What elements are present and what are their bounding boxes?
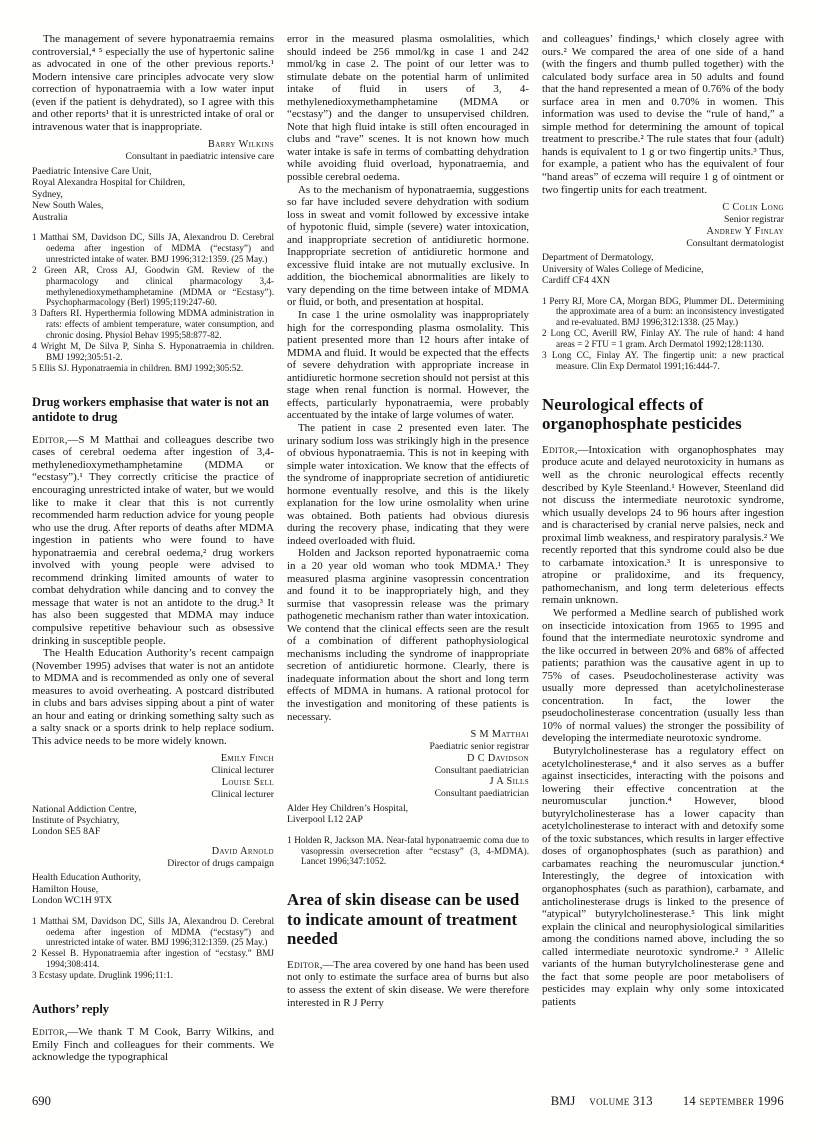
address-block bbox=[32, 166, 274, 223]
address-line: Department of Dermatology, bbox=[542, 252, 654, 264]
signature-name: J A Sills bbox=[489, 776, 529, 788]
address-block bbox=[542, 252, 784, 286]
signature-title: Senior registrar bbox=[724, 214, 784, 226]
address-line: National Addiction Centre, bbox=[32, 803, 137, 815]
signature-block bbox=[542, 202, 784, 249]
reference-item: 2 Long CC, Averill RW, Finlay AY. The rule of hand: 4 hand areas = 2 FTU = 1 gram. Arch Dermatol 1992;128:1130. bbox=[542, 328, 784, 350]
volume-label: volume 313 bbox=[589, 1094, 653, 1108]
reference-list bbox=[542, 296, 784, 372]
reference-item: 1 Perry RJ, More CA, Morgan BDG, Plummer DL. Determining the approximate area of a burn: an inconsistency investigated and re-evaluated. BMJ 1996;312:1338. (25 May.) bbox=[542, 295, 784, 328]
reference-item: 3 Ecstasy update. Druglink 1996;11:1. bbox=[32, 970, 174, 981]
signature-name: Barry Wilkins bbox=[208, 139, 274, 151]
letter-paragraph: In case 1 the urine osmolality was inappropriately high for the corresponding plasma osmolality. This patient presented more than 12 hours after intake of MDMA and fluid. It would be expected that the effects of severe dehydration with appropriate increase in antidiuretic hormone secretion should not persist at this stage when renal function is normal. However, the effects, particularly hyponatraemia, were probably accentuated by the intake of large volumes of water. bbox=[287, 309, 529, 422]
letter-paragraph: We performed a Medline search of published work on insecticide intoxication from 1965 to 1995 and found that the intermediate neurotoxic syndrome and the like occurred in between 20% and 68% of affected patients; parathion was the causative agent in up to 75% of cases. Pseudocholinesterase activity was usually more depressed than acetylcholinesterase concentration. In fact, the lower the pseudocholinesterase concentration (usually less than 10% of normal values) the stronger the possibility of developing the intermediate neurotoxic syndrome. bbox=[542, 606, 784, 745]
address-line: Alder Hey Children’s Hospital, bbox=[287, 802, 409, 814]
address-line: University of Wales College of Medicine, bbox=[542, 263, 704, 275]
paragraph-text: ,—S M Matthai and colleagues describe two cases of cerebral oedema after ingestion of 3,4-methylenedioxymethamphetamine (MDMA or “ecstasy”).¹ They correctly criticise the practice of encouraging unrestricted intake of water, but we would like to make it clear that this is not currently recommended harm reduction advice for young people who use the drug. After reports of deaths after MDMA ingestion in patients who were found to have hyponatraemia and cerebral oedema,² drug workers involved with young people were advised to recommend drinking limited amounts of water to combat dehydration while dancing and to convey the message that water is not an antidote to the drug.³ It has also been suggested that MDMA may induce compulsive repetitive behaviour such as obsessive drinking in susceptible people. bbox=[32, 433, 274, 647]
letter-paragraph: Butyrylcholinesterase has a regulatory effect on acetylcholinesterase,⁴ and it also serves as a buffer against insecticides, interacting with the poisons and lowering their effective concentration at the neuromuscular junction.⁴ However, blood butyrylcholinesterase has a lower capacity than acetylcholinesterase to interact with and detoxify some of the toxic substances, which results in larger effective doses of organophosphates (such as parathion) and carbamates reaching the neuromuscular junction.⁴ Interestingly, the degree of intoxication with organophosphates (such as parathion), carbamate, and anticholinesterase drugs is linked to the presence of “atypical” butyrylcholinesterase.⁵ This link might explain the clinical and neurophysiological similarities among the conditions named above, including the so called intermediate neurotoxic syndrome.² ³ Allelic variants of the human butyrylcholinesterase gene and the fact that some people are poor metabolisers of pesticides may explain why only some intoxicated patients bbox=[542, 744, 784, 1008]
letter-heading: Drug workers emphasise that water is not an antidote to drug bbox=[32, 394, 269, 424]
signature-name: C Colin Long bbox=[722, 202, 784, 214]
letter-paragraph bbox=[32, 434, 274, 647]
column-2 bbox=[287, 33, 529, 1083]
signature-name: Louise Sell bbox=[221, 777, 274, 789]
letter-paragraph: error in the measured plasma osmolalities, which should indeed be 256 mmol/kg in case 1 and 242 mmol/kg in case 2. The point of our letter was to stimulate debate on the potential harm of unlimited intake of fluid in users of 3, 4-methylenedioxymethamphetamine (MDMA or “ecstasy”) and the danger to unsupervised children. Note that high fluid intake is still often encouraged in clubs and “rave” scenes. It is not known how much water intake is safe in terms of combatting dehydration while avoiding fluid overload, hyponatraemia, and possible cerebral oedema. bbox=[287, 33, 529, 184]
address-line: Hamilton House, bbox=[32, 883, 99, 895]
address-line: Australia bbox=[32, 211, 68, 223]
address-line: Paediatric Intensive Care Unit, bbox=[32, 165, 152, 177]
signature-title: Consultant paediatrician bbox=[434, 788, 529, 800]
signature-title: Consultant paediatrician bbox=[434, 764, 529, 776]
column-3 bbox=[542, 33, 784, 1083]
signature-title: Clinical lecturer bbox=[211, 789, 274, 801]
address-line: Sydney, bbox=[32, 188, 63, 200]
letter-paragraph bbox=[542, 444, 784, 607]
editor-lead: Editor bbox=[32, 433, 65, 446]
signature-title: Paediatric senior registrar bbox=[429, 741, 529, 753]
signature-name: S M Matthai bbox=[470, 729, 529, 741]
signature-title: Consultant dermatologist bbox=[686, 237, 784, 249]
signature-title: Clinical lecturer bbox=[211, 765, 274, 777]
editor-lead: Editor bbox=[32, 1026, 65, 1039]
letter-paragraph: The patient in case 2 presented even later. The urinary sodium loss was strikingly high in the presence of obvious hyponatraemia. This is not in keeping with simple water intoxication. We know that the effects of the syndrome of inappropriate secretion of antidiuretic hormone eventually resolve, and this is the likely explanation for the low urine osmolality when urine was obtained. Both patients had obvious diuresis during the recovery phase, indicating that they were indeed overloaded with fluid. bbox=[287, 421, 529, 547]
journal-footer bbox=[551, 1094, 784, 1109]
paragraph-text: ,—The area covered by one hand has been used not only to estimate the surface area of burns but also to assess the extent of skin disease. We were therefore interested in R J Perry bbox=[287, 958, 529, 1009]
signature-block bbox=[287, 729, 529, 800]
address-line: Institute of Psychiatry, bbox=[32, 815, 120, 827]
address-line: Cardiff CF4 4XN bbox=[542, 275, 611, 287]
reference-item: 1 Holden R, Jackson MA. Near-fatal hyponatraemic coma due to vasopressin oversecretion after “ecstasy” (3, 4-MDMA). Lancet 1996;347:1052. bbox=[287, 834, 529, 867]
signature-name: Andrew Y Finlay bbox=[706, 225, 784, 237]
address-line: London WC1H 9TX bbox=[32, 895, 113, 907]
reference-item: 4 Wright M, De Silva P, Sinha S. Hyponatraemia in children. BMJ 1992;305:51-2. bbox=[32, 341, 274, 362]
address-block bbox=[32, 872, 274, 906]
reference-item: 2 Green AR, Cross AJ, Goodwin GM. Review of the pharmacology and clinical pharmacology 3,4-methylenedioxymethamphetamine (MDMA or “Ecstasy”). Psychopharmacology (Berl) 1995;119:247-60. bbox=[32, 264, 274, 308]
signature-title: Director of drugs campaign bbox=[167, 857, 274, 869]
letter-paragraph: and colleagues’ findings,¹ which closely agree with ours.² We compared the area of one side of a hand (with the fingers and thumb pulled together) with the calculated body surface area in 50 adults and found that the hand represented a mean of 0.76% of the body surface area in men and 0.70% in women. This information was used to devise the “rule of hand,” a simple method for determining the amount of topical treatment to prescribe.² The rule states that four (adult) hands is equivalent to 1 g or two fingertip units.³ Thus, for example, a patient who has the equivalent of four “hand areas” of eczema will require 1 g of ointment or two fingertip units for each treatment. bbox=[542, 33, 784, 196]
signature-block bbox=[32, 139, 274, 163]
address-block bbox=[287, 803, 529, 826]
page-footer bbox=[32, 1094, 784, 1109]
editor-lead: Editor bbox=[542, 443, 575, 456]
signature-name: D C Davidson bbox=[466, 752, 529, 764]
signature-name: Emily Finch bbox=[220, 753, 274, 765]
signature-name: David Arnold bbox=[211, 845, 274, 857]
address-line: New South Wales, bbox=[32, 200, 104, 212]
address-line: Royal Alexandra Hospital for Children, bbox=[32, 177, 186, 189]
section-heading: Area of skin disease can be used to indicate amount of treatment needed bbox=[287, 890, 520, 949]
reference-list bbox=[287, 835, 529, 868]
address-line: Health Education Authority, bbox=[32, 872, 141, 884]
letter-paragraph bbox=[287, 959, 529, 1009]
reference-list bbox=[32, 232, 274, 374]
column-1 bbox=[32, 33, 274, 1083]
signature-block bbox=[32, 753, 274, 800]
page-number: 690 bbox=[32, 1094, 51, 1108]
section-heading: Neurological effects of organophosphate pesticides bbox=[542, 394, 742, 434]
reference-item: 3 Long CC, Finlay AY. The fingertip unit: a new practical measure. Clin Exp Dermatol 1991;16:444-7. bbox=[542, 350, 784, 371]
signature-title: Consultant in paediatric intensive care bbox=[125, 151, 274, 163]
journal-name: BMJ bbox=[550, 1094, 576, 1108]
editor-lead: Editor bbox=[287, 958, 320, 971]
letter-paragraph bbox=[32, 1026, 274, 1064]
paragraph-text: ,—Intoxication with organophosphates may produce acute and delayed neurotoxicity in humans as well as the chronic neurological effects recently described by Kyle Steenland.¹ However, Steenland did not discuss the intermediate neurotoxic syndrome, which usually develops 24 to 96 hours after ingestion and is characterised by cranial nerve palsies, neck and proximal limb weakness, and respiratory paralysis.² We recently reported that this syndrome could also be due to carbamate intoxication.³ It is unresponsive to atropine or pralidoxime, and its frequency, pathomechanism, and long term deleterious effects remain unknown. bbox=[542, 443, 784, 607]
letter-paragraph: As to the mechanism of hyponatraemia, suggestions so far have included severe dehydration with sodium loss in sweat and vomit followed by excessive intake of hypotonic fluid, simple (severe) water intoxication, and inappropriate secretion of antidiuretic hormone. Inappropriate secretion of antidiuretic hormone and excessive fluid intake are not mutually exclusive. In addition, the biochemical abnormalities are likely to vary depending on the time between intake of MDMA or fluid, or both, and presentation at hospital. bbox=[287, 183, 529, 309]
reference-item: 1 Matthai SM, Davidson DC, Sills JA, Alexandrou D. Cerebral oedema after ingestion of MDMA (“ecstasy”) and unrestricted intake of water. BMJ 1996;312:1359. (25 May.) bbox=[32, 232, 274, 264]
signature-block bbox=[32, 846, 274, 870]
reference-item: 2 Kessel B. Hyponatraemia after ingestion of “ecstasy.” BMJ 1994;308:414. bbox=[32, 948, 274, 970]
letter-paragraph: Holden and Jackson reported hyponatraemic coma in a 20 year old woman who took MDMA.¹ They measured plasma arginine vasopressin concentration and found it to be inappropriately high, and they surmise that vasopressin release was the primary pathogenetic mechanism rather than water intoxication. We contend that the clinical effects seen are the result of a combination of different pathophysiological mechanisms including the syndrome of inappropriate secretion of antidiuretic hormone. Clearly, there is inadequate information about the short and long term effects of MDMA in humans. A rational protocol for the investigation and monitoring of these patients is necessary. bbox=[287, 547, 529, 723]
reference-item: 5 Ellis SJ. Hyponatraemia in children. BMJ 1992;305:52. bbox=[32, 362, 244, 373]
address-line: Liverpool L12 2AP bbox=[287, 814, 363, 826]
address-line: London SE5 8AF bbox=[32, 826, 101, 838]
reference-list bbox=[32, 916, 274, 981]
letter-paragraph: The management of severe hyponatraemia remains controversial,⁴ ⁵ especially the use of hypertonic saline as advocated in one of the other previous reports.¹ Modern intensive care principles advocate very slow correction of hyponatraemia with a low water input (even if the patient is dehydrated), so I agree with this and other reports¹ that it is unrestricted intake of oral or intravenous water that is inappropriate. bbox=[32, 33, 274, 133]
address-block bbox=[32, 804, 274, 838]
letter-paragraph: The Health Education Authority’s recent campaign (November 1995) advises that water is not an antidote to MDMA and is recommended as only one of several measures to avoid overheating. A postcard distributed in clubs and bars advises sipping about a pint of water an hour and eating or drinking something salty such as a salty snack or a sports drink to help replace sodium. This advice needs to be more widely known. bbox=[32, 647, 274, 747]
letter-heading: Authors’ reply bbox=[32, 1002, 109, 1017]
reference-item: 3 Dafters RI. Hyperthermia following MDMA administration in rats: effects of ambient temperature, water consumption, and chronic dosing. Physiol Behav 1995;58:877-82. bbox=[32, 308, 274, 341]
reference-item: 1 Matthai SM, Davidson DC, Sills JA, Alexandrou D. Cerebral oedema after ingestion of MDMA (“ecstasy”) and unrestricted intake of water. BMJ 1996;312:1359. (25 May.) bbox=[32, 915, 274, 948]
paragraph-text: ,—We thank T M Cook, Barry Wilkins, and Emily Finch and colleagues for their comments. We acknowledge the typographical bbox=[32, 1026, 274, 1064]
issue-date: 14 september 1996 bbox=[682, 1094, 784, 1108]
